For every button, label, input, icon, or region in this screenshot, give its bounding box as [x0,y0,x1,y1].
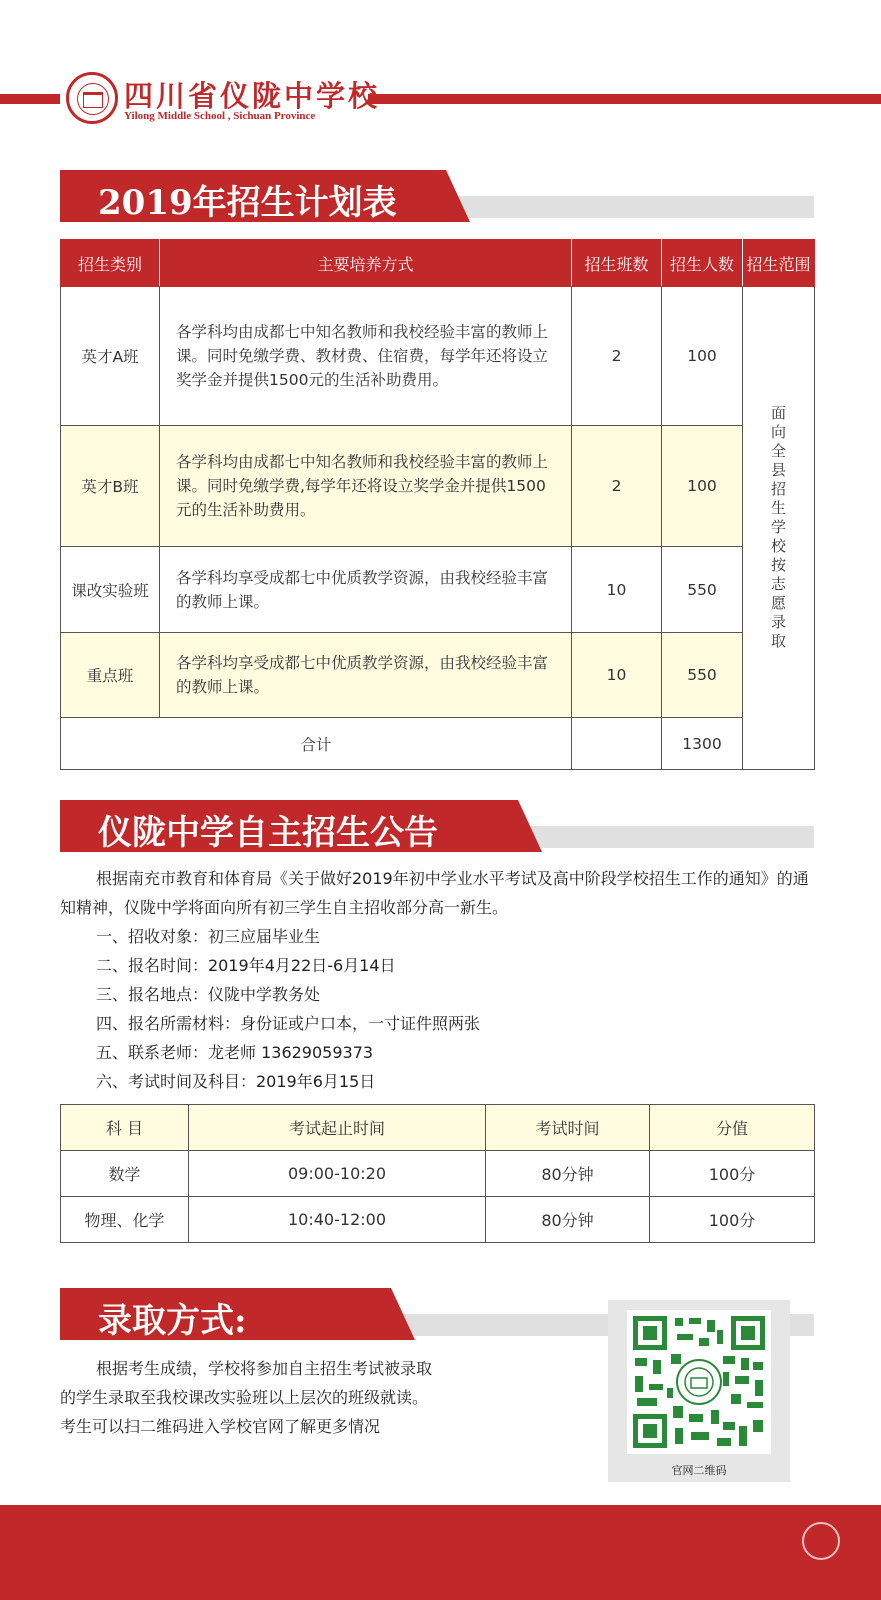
header-rule-left [0,94,60,104]
row-students: 550 [662,633,743,718]
admission-line: 根据考生成绩，学校将参加自主招生考试被录取 [96,1359,433,1378]
row-category: 英才B班 [61,426,160,547]
row-category: 重点班 [61,633,160,718]
row-classes: 10 [572,633,662,718]
school-name-en: Yilong Middle School , Sichuan Province [124,110,316,122]
exam-time-range: 10:40-12:00 [189,1197,486,1243]
admission-body [60,1354,530,1441]
total-classes [572,718,662,770]
col-header-range: 招生范围 [743,240,815,287]
row-students: 100 [662,426,743,547]
row-method: 各学科均享受成都七中优质教学资源，由我校经验丰富的教师上课。 [160,547,572,633]
qr-code-card [608,1300,790,1482]
row-category: 英才A班 [61,287,160,426]
school-name-cn: 四川省仪陇中学校 [124,79,381,113]
exam-subject: 数学 [61,1151,189,1197]
col-header-method: 主要培养方式 [160,240,572,287]
notice-item: 四、报名所需材料：身份证或户口本，一寸证件照两张 [96,1014,481,1033]
footer-bar [0,1505,881,1600]
header-rule-right [368,94,881,104]
exam-score: 100分 [650,1151,815,1197]
row-students: 100 [662,287,743,426]
row-category: 课改实验班 [61,547,160,633]
row-method: 各学科均由成都七中知名教师和我校经验丰富的教师上课。同时免缴学费,每学年还将设立奖学金并提供1500元的生活补助费用。 [160,426,572,547]
enrollment-range: 面向全县招生学校按志愿录取 [743,287,815,770]
exam-score: 100分 [650,1197,815,1243]
col-header-duration: 考试时间 [486,1105,650,1151]
notice-item: 五、联系老师：龙老师 13629059373 [96,1043,374,1062]
admission-line: 的学生录取至我校课改实验班以上层次的班级就读。 [60,1388,429,1407]
qr-code-label: 官网二维码 [671,1464,727,1477]
row-classes: 2 [572,287,662,426]
exam-time-range: 09:00-10:20 [189,1151,486,1197]
col-header-students: 招生人数 [662,240,743,287]
table-header-row [61,1105,815,1151]
row-students: 550 [662,547,743,633]
col-header-classes: 招生班数 [572,240,662,287]
exam-schedule-table [60,1104,815,1243]
notice-title: 仪陇中学自主招生公告 [98,813,438,853]
col-header-subject: 科 目 [61,1105,189,1151]
notice-item: 六、考试时间及科目：2019年6月15日 [96,1072,376,1091]
notice-item: 三、报名地点：仪陇中学教务处 [96,985,321,1004]
table-row [61,547,815,633]
school-logo-icon [66,72,118,124]
row-classes: 2 [572,426,662,547]
col-header-score: 分值 [650,1105,815,1151]
notice-item: 一、招收对象：初三应届毕业生 [96,927,321,946]
exam-subject: 物理、化学 [61,1197,189,1243]
total-label: 合计 [61,718,572,770]
enrollment-plan-table [60,239,815,770]
notice-body [60,864,820,1096]
col-header-category: 招生类别 [61,240,160,287]
admission-line: 考生可以扫二维码进入学校官网了解更多情况 [60,1417,381,1436]
row-method: 各学科均由成都七中知名教师和我校经验丰富的教师上课。同时免缴学费、教材费、住宿费，每学年还将设立奖学金并提供1500元的生活补助费用。 [160,287,572,426]
plan-title: 2019年招生计划表 [98,183,397,223]
table-row [61,1151,815,1197]
row-classes: 10 [572,547,662,633]
table-row [61,633,815,718]
exam-duration: 80分钟 [486,1151,650,1197]
total-row [61,718,815,770]
row-method: 各学科均享受成都七中优质教学资源，由我校经验丰富的教师上课。 [160,633,572,718]
col-header-time-range: 考试起止时间 [189,1105,486,1151]
table-row [61,426,815,547]
table-row [61,1197,815,1243]
total-students: 1300 [662,718,743,770]
notice-item: 二、报名时间：2019年4月22日-6月14日 [96,956,396,975]
notice-intro: 根据南充市教育和体育局《关于做好2019年初中学业水平考试及高中阶段学校招生工作的通知》的通知精神，仪陇中学将面向所有初三学生自主招收部分高一新生。 [60,869,809,917]
admission-title: 录取方式: [98,1301,247,1341]
exam-duration: 80分钟 [486,1197,650,1243]
table-row [61,287,815,426]
qr-code-icon[interactable] [627,1310,771,1454]
footer-logo-icon [802,1522,840,1560]
